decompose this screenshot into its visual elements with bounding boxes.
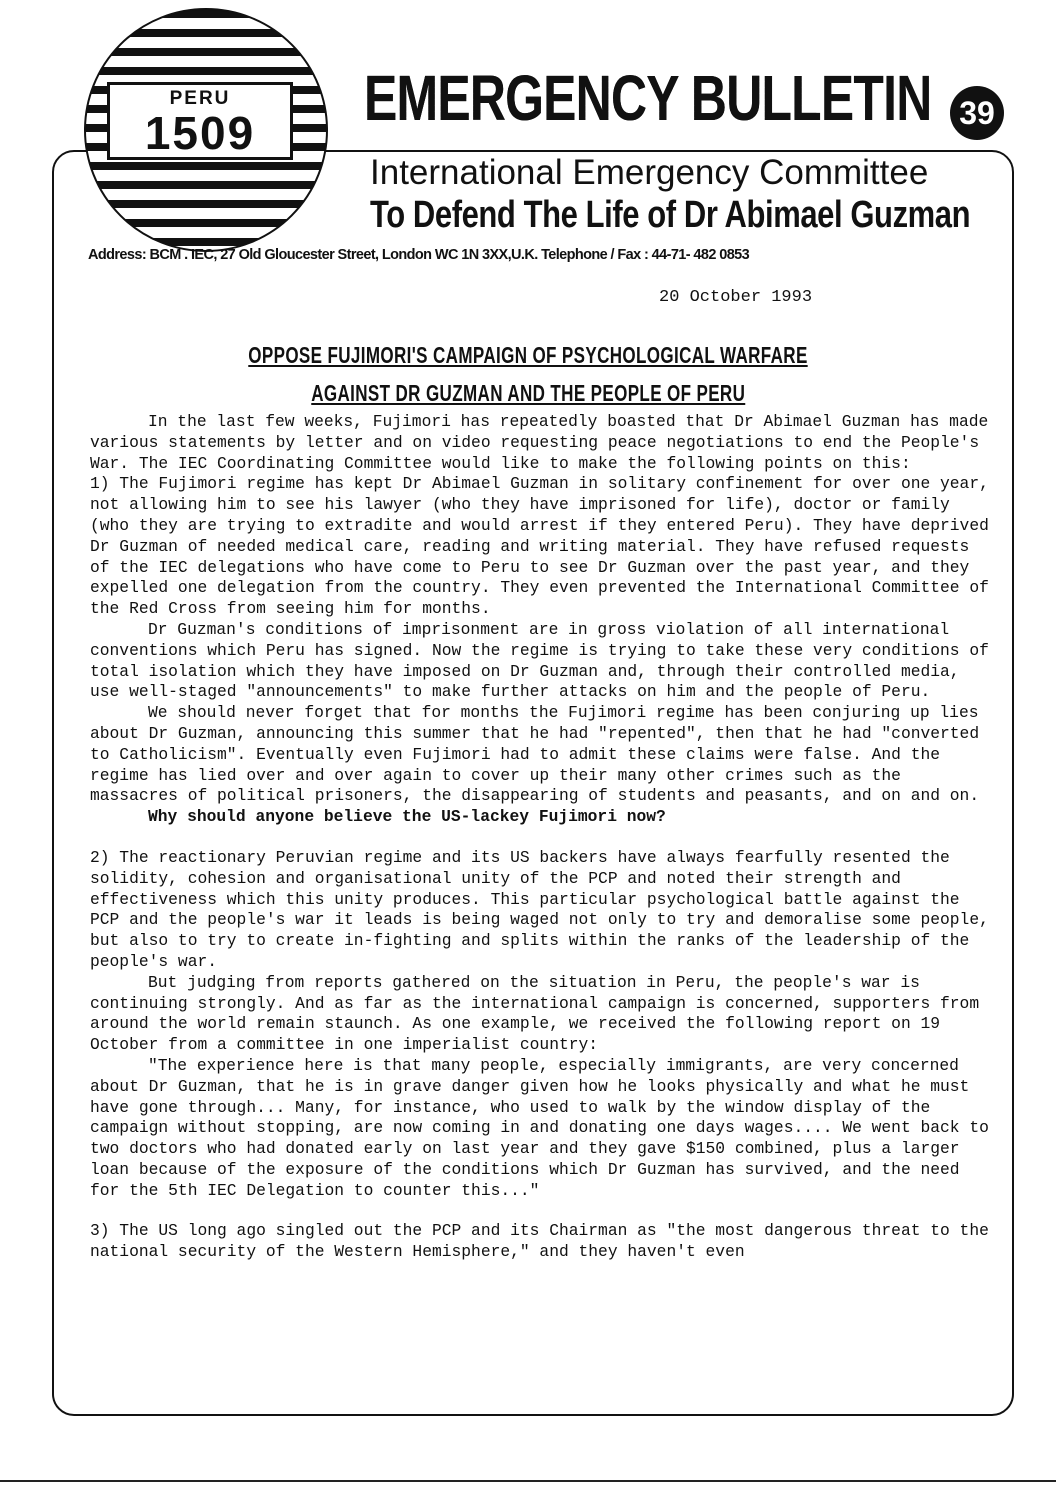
point-1-paragraph: 1) The Fujimori regime has kept Dr Abimael Guzman in solitary confinement for over one year, not allowing him to see his lawyer (who they have imprisoned for life), doctor or family (who they are trying to extradite and would arrest if they entered Peru). They have deprived Dr Guzman of needed medical care, reading and writing material. They have refused requests of the IEC delegations who have come to Peru to see Dr Guzman over the past year, and they expelled one delegation from the country. They even prevented the International Committee of the Red Cross from seeing him for months. xyxy=(90,474,989,619)
logo-country: PERU xyxy=(169,88,231,109)
conditions-paragraph: Dr Guzman's conditions of imprisonment are in gross violation of all international conventions which Peru has signed. Now the regime is trying to take these very conditions of total isolation which they have imposed on Dr Guzman and, through their controlled media, use well-staged "announcements" to make further attacks on him and the people of Peru. xyxy=(90,619,989,702)
never-forget-paragraph: We should never forget that for months the Fujimori regime has been conjuring up lies about Dr Guzman, announcing this summer that he had "repented", then that he had "converted to Catholicism". Eventually even Fujimori had to admit these claims were false. And the regime has lied over and over again to cover up their many other crimes such as the massacres of political prisoners, the disappearing of students and peasants, and on and on. xyxy=(90,703,980,806)
intro-paragraph: In the last few weeks, Fujimori has repeatedly boasted that Dr Abimael Guzman has made various statements by letter and on video requesting peace negotiations to end the People's War. The IEC Coordinating Committee would like to make the following points on this: xyxy=(90,412,989,473)
peru-1509-logo xyxy=(84,8,328,252)
headline-line-2-text: AGAINST DR GUZMAN AND THE PEOPLE OF PERU xyxy=(310,380,746,406)
headline-line-1-text: OPPOSE FUJIMORI'S CAMPAIGN OF PSYCHOLOGICAL WARFARE xyxy=(248,342,808,368)
report-quote: "The experience here is that many people, especially immigrants, are very concerned about Dr Guzman, that he is in grave danger given how he looks physically and what he must have gone through... Many, for instance, who used to walk by the window display of the campaign without stopping, are now coming in and donating one days wages.... We went back to two doctors who had donated early on last year and they gave $150 combined, plus a larger loan because of the exposure of the conditions which Dr Guzman has survived, and the need for the 5th IEC Delegation to counter this..." xyxy=(90,1055,989,1200)
headline-line-1 xyxy=(0,342,1056,369)
address-line: Address: BCM . IEC, 27 Old Gloucester Street, London WC 1N 3XX,U.K. Telephone / Fax : 44-71- 482 0853 xyxy=(88,247,750,263)
judging-paragraph: But judging from reports gathered on the situation in Peru, the people's war is continuing strongly. And as far as the international campaign is concerned, supporters from around the world remain staunch. As one example, we received the following report on 19 October from a committee in one imperialist country: xyxy=(90,972,980,1055)
committee-purpose: To Defend The Life of Dr Abimael Guzman xyxy=(370,194,971,236)
bulletin-date: 20 October 1993 xyxy=(659,288,813,307)
committee-name: International Emergency Committee xyxy=(370,153,929,192)
article-body xyxy=(90,412,990,1263)
issue-number-badge: 39 xyxy=(950,86,1004,140)
logo-label-box xyxy=(107,82,293,160)
point-2-paragraph: 2) The reactionary Peruvian regime and its US backers have always fearfully resented the solidity, cohesion and organisational unity of the PCP and noted their strength and effectiveness which this unity produces. This particular psychological battle against the PCP and the people's war it leads is being waged not only to try and demoralise some people, but also to try to create in-fighting and splits within the ranks of the leadership of the people's war. xyxy=(90,847,989,971)
point-3-paragraph: 3) The US long ago singled out the PCP and its Chairman as "the most dangerous threat to the national security of the Western Hemisphere," and they haven't even xyxy=(90,1221,989,1262)
question-line: Why should anyone believe the US-lackey Fujimori now? xyxy=(148,807,666,827)
logo-year: 1509 xyxy=(144,107,256,159)
headline-line-2 xyxy=(0,380,1056,407)
scan-edge-line xyxy=(0,1480,1056,1482)
bulletin-title: EMERGENCY BULLETIN xyxy=(364,58,816,138)
